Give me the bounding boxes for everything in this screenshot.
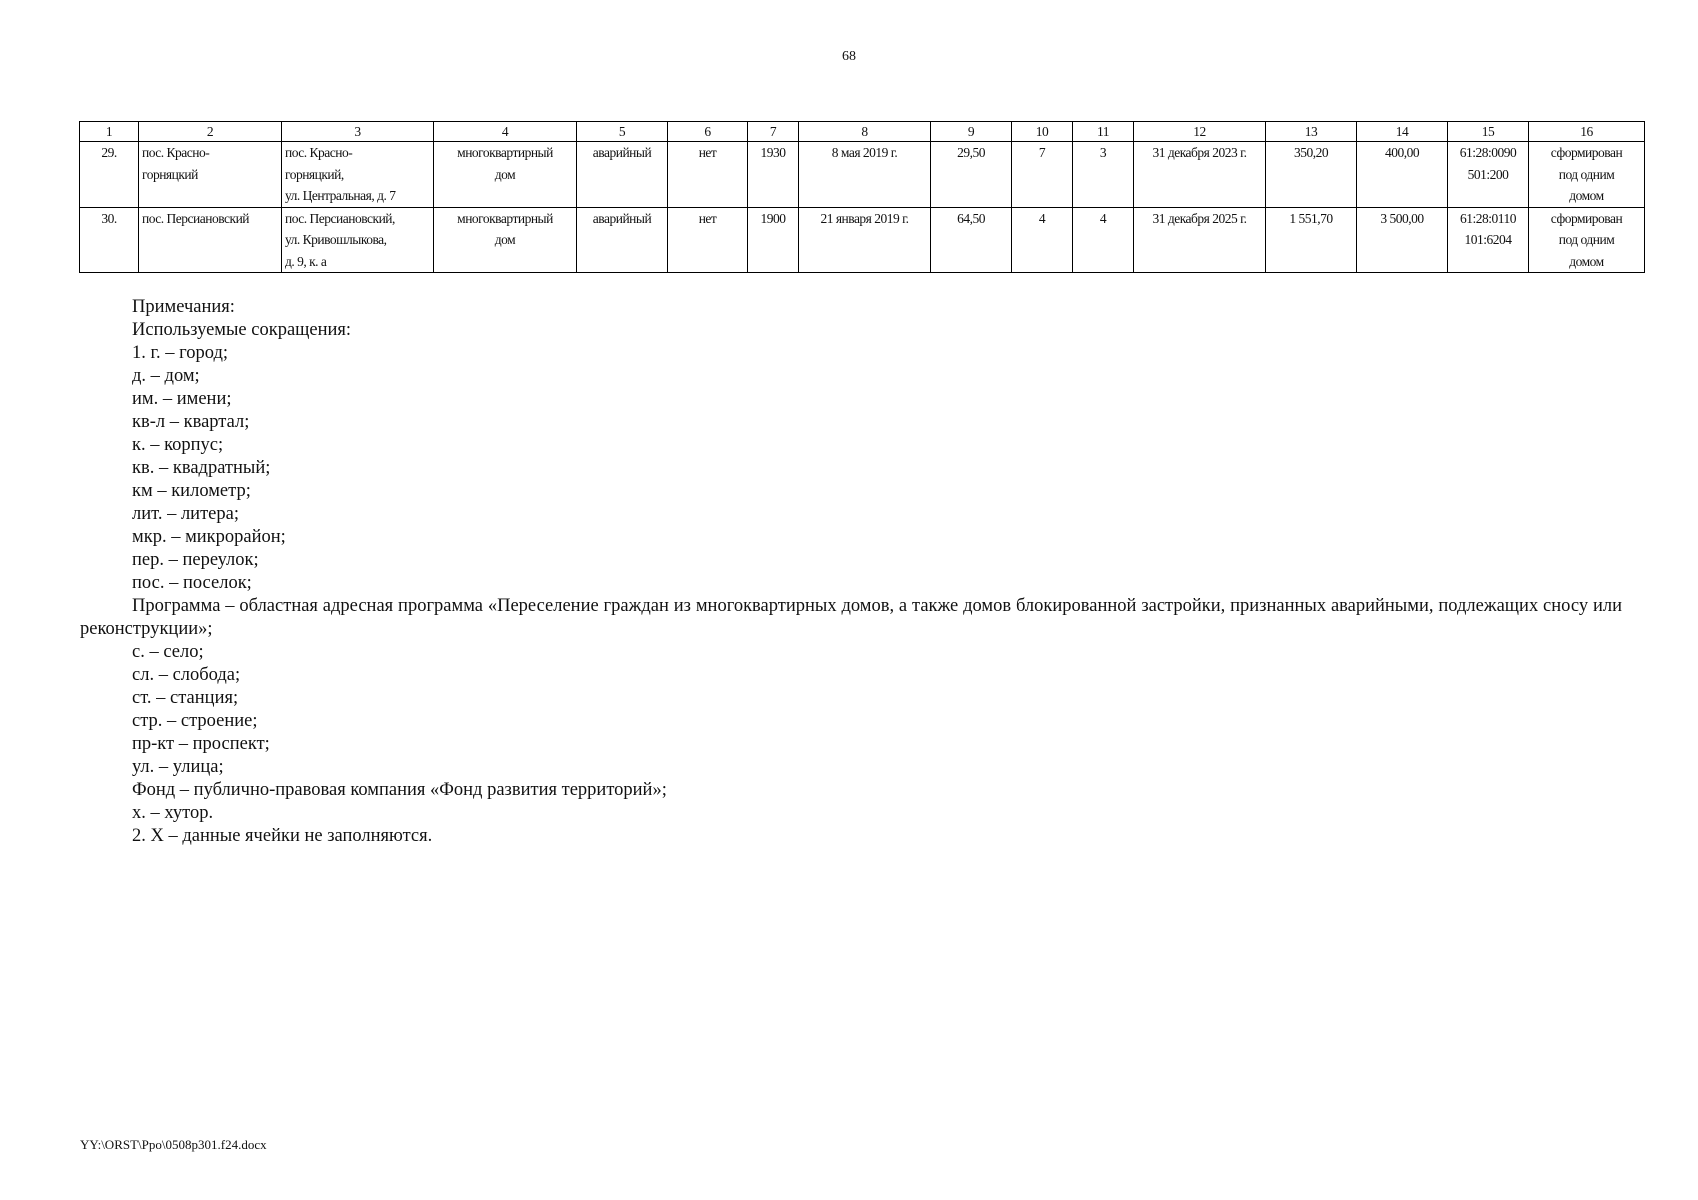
note-item: лит. – литера; [132,504,239,524]
header-cell: 7 [748,122,799,142]
cell-13: 1 551,70 [1266,207,1357,273]
cell-10: 7 [1012,142,1073,208]
note-item: 2. Х – данные ячейки не заполняются. [132,826,433,846]
cell-line: 61:28:0110 [1459,210,1516,226]
cell-line: под одним [1558,232,1615,247]
note-item: с. – село; [132,642,204,662]
address-cell [282,207,434,273]
cell-13: 350,20 [1266,142,1357,208]
cell-11: 3 [1073,142,1134,208]
deadline-cell: 31 декабря 2023 г. [1134,142,1266,208]
header-cell: 12 [1134,122,1266,142]
header-cell: 4 [434,122,577,142]
date-cell: 21 января 2019 г. [799,207,931,273]
header-cell: 9 [931,122,1012,142]
building-type-cell [434,207,577,273]
land-status-cell [1529,207,1645,273]
cell-9: 29,50 [931,142,1012,208]
table-row [80,142,1645,208]
note-item: пер. – переулок; [132,550,259,570]
status-cell: аварийный [577,207,668,273]
cell-10: 4 [1012,207,1073,273]
note-item-program: Программа – областная адресная программа «Переселение граждан из многоквартирных домов, а также домов блокированной застройки, признанных аварийными, подлежащих сносу или реконструкции»; [80,596,1622,639]
status-cell: аварийный [577,142,668,208]
table-header-row [80,122,1645,142]
cell-line: под одним [1558,166,1615,182]
deadline-cell: 31 декабря 2025 г. [1134,207,1266,273]
housing-table [79,121,1645,273]
note-item: х. – хутор. [132,803,214,823]
cell-line: домом [1569,188,1604,203]
cell-line: пос. Красно- [142,145,210,160]
cell-line: 501:200 [1467,166,1509,182]
cell-11: 4 [1073,207,1134,273]
land-status-cell [1529,142,1645,208]
note-item: им. – имени; [132,389,232,409]
cell-line: ул. Кривошлыкова, [285,232,387,247]
note-item: стр. – строение; [132,711,258,731]
cell-line: горняцкий [142,166,198,182]
note-item: мкр. – микрорайон; [132,527,286,547]
header-cell: 5 [577,122,668,142]
note-item: кв-л – квартал; [132,412,250,432]
header-cell: 13 [1266,122,1357,142]
cell-14: 3 500,00 [1357,207,1448,273]
page-number: 68 [842,49,856,64]
note-item: км – километр; [132,481,251,501]
cell-line: д. 9, к. а [285,253,327,269]
date-cell: 8 мая 2019 г. [799,142,931,208]
cell-line: горняцкий, [285,166,344,182]
header-cell: 11 [1073,122,1134,142]
header-cell: 16 [1529,122,1645,142]
cell-6: нет [668,207,748,273]
cell-9: 64,50 [931,207,1012,273]
header-cell: 15 [1448,122,1529,142]
note-item: пос. – поселок; [132,573,252,593]
header-cell: 14 [1357,122,1448,142]
row-number: 29. [80,142,139,208]
note-item: сл. – слобода; [132,665,241,685]
year-cell: 1900 [748,207,799,273]
header-cell: 2 [139,122,282,142]
header-cell: 6 [668,122,748,142]
cell-line: дом [494,232,516,247]
abbreviations-title: Используемые сокращения: [132,320,352,340]
table-row [80,207,1645,273]
address-cell [282,142,434,208]
cell-line: пос. Персиановский, [285,210,395,226]
note-item: 1. г. – город; [132,343,229,363]
note-item: кв. – квадратный; [132,458,271,478]
cell-line: многоквартирный [457,145,553,160]
cell-line: 101:6204 [1464,232,1512,247]
cell-line: дом [494,166,516,182]
row-number: 30. [80,207,139,273]
note-item: Фонд – публично-правовая компания «Фонд развития территорий»; [132,780,667,800]
cell-line: пос. Персиановский [142,210,250,226]
header-cell: 3 [282,122,434,142]
notes-section [80,296,1622,848]
cadastral-cell [1448,142,1529,208]
note-item: д. – дом; [132,366,200,386]
settlement-cell [139,142,282,208]
cell-line: ул. Центральная, д. 7 [285,188,396,203]
note-item: ул. – улица; [132,757,224,777]
cell-line: сформирован [1550,210,1623,226]
note-item: к. – корпус; [132,435,224,455]
cell-6: нет [668,142,748,208]
cadastral-cell [1448,207,1529,273]
file-path-footer: YY:\ORST\Ppo\0508p301.f24.docx [80,1137,267,1152]
settlement-cell [139,207,282,273]
year-cell: 1930 [748,142,799,208]
header-cell: 8 [799,122,931,142]
cell-line: сформирован [1550,145,1623,160]
notes-title: Примечания: [132,297,235,317]
note-item: ст. – станция; [132,688,239,708]
note-item: пр-кт – проспект; [132,734,270,754]
building-type-cell [434,142,577,208]
cell-line: пос. Красно- [285,145,353,160]
cell-line: домом [1569,253,1604,269]
cell-line: многоквартирный [457,210,553,226]
cell-line: 61:28:0090 [1459,145,1517,160]
cell-14: 400,00 [1357,142,1448,208]
header-cell: 1 [80,122,139,142]
header-cell: 10 [1012,122,1073,142]
